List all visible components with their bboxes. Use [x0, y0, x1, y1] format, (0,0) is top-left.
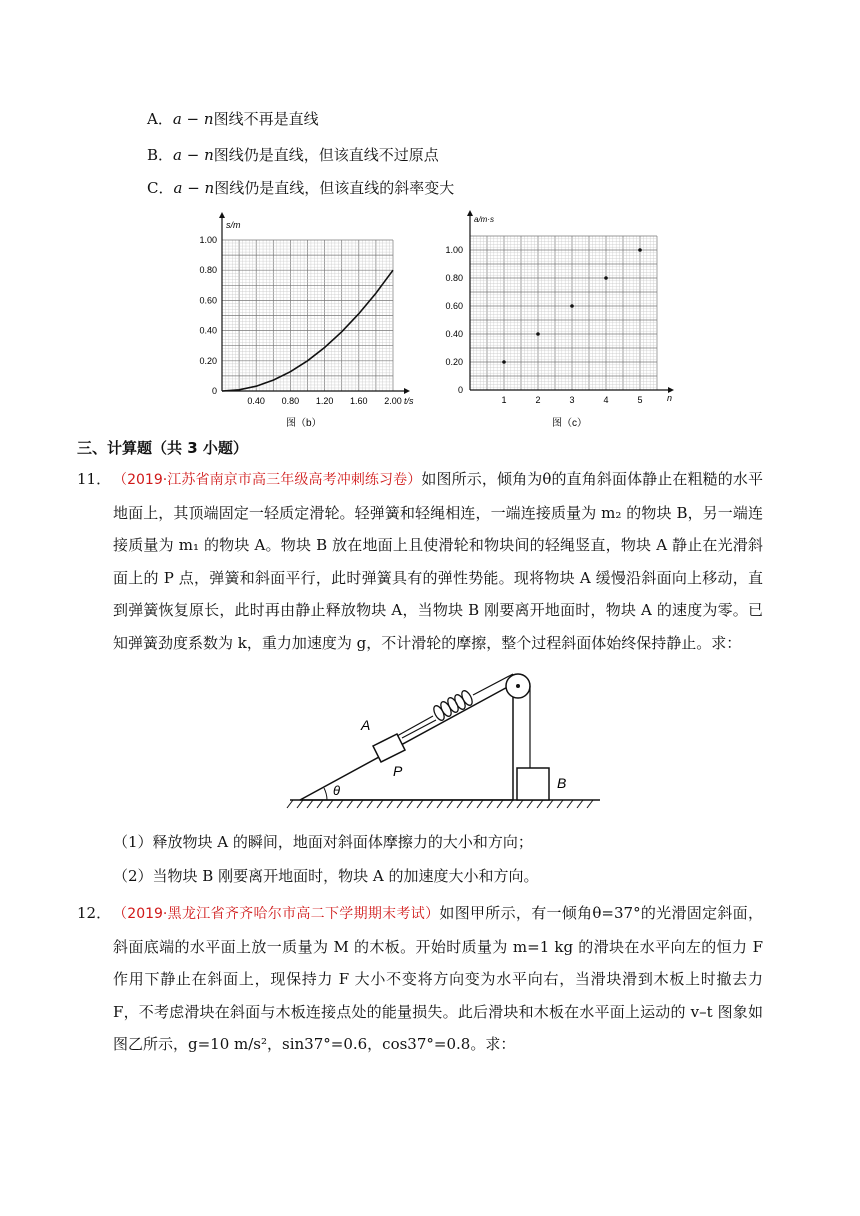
- data-point: [536, 332, 540, 336]
- q11-source: （2019·江苏省南京市高三年级高考冲刺练习卷）: [113, 472, 422, 488]
- q11-sub1: （1）释放物块 A 的瞬间，地面对斜面体摩擦力的大小和方向；: [113, 833, 533, 851]
- figure-b-caption: 图（b）: [286, 418, 322, 429]
- x-tick-label: 4: [603, 395, 609, 405]
- y-tick-label: 0.80: [199, 265, 217, 276]
- q11-body: 如图所示，倾角为θ的直角斜面体静止在粗糙的水平地面上，其顶端固定一轻质定滑轮。轻弹簧和轻绳相连，一端连接质量为 m₂ 的物块 B，另一端连接质量为 m₁ 的物块 A。物块 B 放在地面上且使滑轮和物块间的轻绳竖直，物块 A 静止在光滑斜面上的 P 点，弹簧和斜面平行，此时弹簧具有的弹性势能。现将物块 A 缓慢沿斜面向上移动，直到弹簧恢复原长，此时再由静止释放物块 A，当物块 B 刚要离开地面时，物块 A 的速度为零。已知弹簧劲度系数为 k，重力加速度为 g，不计滑轮的摩擦，整个过程斜面体始终保持静止。求：: [113, 470, 763, 652]
- figure-b-ylabel: s/m: [226, 220, 241, 230]
- option-a-var: a − n: [172, 110, 214, 128]
- y-arrow: [467, 210, 473, 216]
- label-b: B: [557, 775, 567, 791]
- x-tick-label: 1: [501, 395, 507, 405]
- data-point: [638, 248, 642, 252]
- figure-c-ylabel: a/m·s: [474, 215, 494, 224]
- y-tick-label: 0.60: [445, 301, 463, 311]
- q12-source: （2019·黑龙江省齐齐哈尔市高二下学期期末考试）: [113, 906, 440, 922]
- q11-number: 11．: [77, 470, 112, 488]
- y-tick-label: 0.60: [199, 295, 217, 306]
- y-tick-label: 0: [211, 386, 217, 396]
- label-theta: θ: [333, 783, 341, 798]
- figure-b-grid: [222, 240, 393, 391]
- y-tick-label: 1.00: [199, 235, 217, 245]
- data-point: [570, 304, 574, 308]
- x-tick-label: 1.60: [350, 396, 368, 406]
- x-tick-label: 2: [535, 395, 541, 405]
- x-tick-label: 0.40: [247, 396, 265, 406]
- y-tick-label: 0.80: [445, 273, 463, 283]
- option-a: A．a − n图线不再是直线: [147, 110, 319, 128]
- y-tick-label: 1.00: [445, 245, 463, 255]
- x-tick-label: 1.20: [315, 396, 334, 406]
- y-tick-label: 0.40: [199, 325, 217, 336]
- x-tick-label: 3: [569, 395, 575, 405]
- q11-sub2: （2）当物块 B 刚要离开地面时，物块 A 的加速度大小和方向。: [113, 867, 539, 885]
- figure-b-chart: [180, 208, 420, 433]
- incline-body: [300, 684, 513, 800]
- section-heading: 三、计算题（共 3 小题）: [77, 439, 248, 457]
- x-arrow: [404, 388, 410, 394]
- figure-c-caption: 图（c）: [552, 418, 587, 429]
- block-b: [517, 768, 549, 800]
- q11-text: [113, 463, 763, 659]
- x-tick-label: 2.00: [384, 396, 402, 406]
- option-c: C．a − n图线仍是直线，但该直线的斜率变大: [147, 179, 455, 197]
- y-tick-label: 0.20: [445, 357, 463, 367]
- q12-number: 12．: [77, 904, 112, 922]
- figure-c-grid: [470, 236, 657, 390]
- data-point: [604, 276, 608, 280]
- y-tick-label: 0.40: [445, 329, 463, 339]
- q12-text: [113, 897, 763, 1061]
- x-tick-label: 0.80: [281, 396, 300, 406]
- option-c-var: a − n: [173, 179, 215, 197]
- ground-hatch: [287, 800, 593, 808]
- label-p: P: [393, 763, 403, 779]
- q11-figure: [285, 664, 605, 814]
- figure-c-chart: [440, 208, 690, 433]
- y-tick-label: 0.20: [199, 355, 217, 366]
- option-b-var: a − n: [173, 146, 214, 164]
- figure-c-xlabel: n: [667, 393, 673, 403]
- figure-c-axes: [467, 210, 674, 393]
- y-tick-label: 0: [457, 385, 463, 395]
- x-tick-label: 5: [637, 395, 643, 405]
- figure-b-xlabel: t/s: [404, 396, 414, 406]
- label-a: A: [361, 717, 371, 733]
- data-point: [502, 360, 506, 364]
- option-b: B．a − n图线仍是直线，但该直线不过原点: [147, 146, 439, 164]
- y-arrow: [219, 212, 225, 218]
- q12-body: 如图甲所示，有一倾角θ=37°的光滑固定斜面，斜面底端的水平面上放一质量为 M 的木板。开始时质量为 m=1 kg 的滑块在水平向左的恒力 F 作用下静止在斜面上，现保持力 F 大小不变将方向变为水平向右，当滑块滑到木板上时撤去力 F，不考虑滑块在斜面与木板连接点处的能量损失。此后滑块和木板在水平面上运动的 v–t 图象如图乙所示，g=10 m/s²，sin37°=0.6，cos37°=0.8。求：: [113, 904, 763, 1053]
